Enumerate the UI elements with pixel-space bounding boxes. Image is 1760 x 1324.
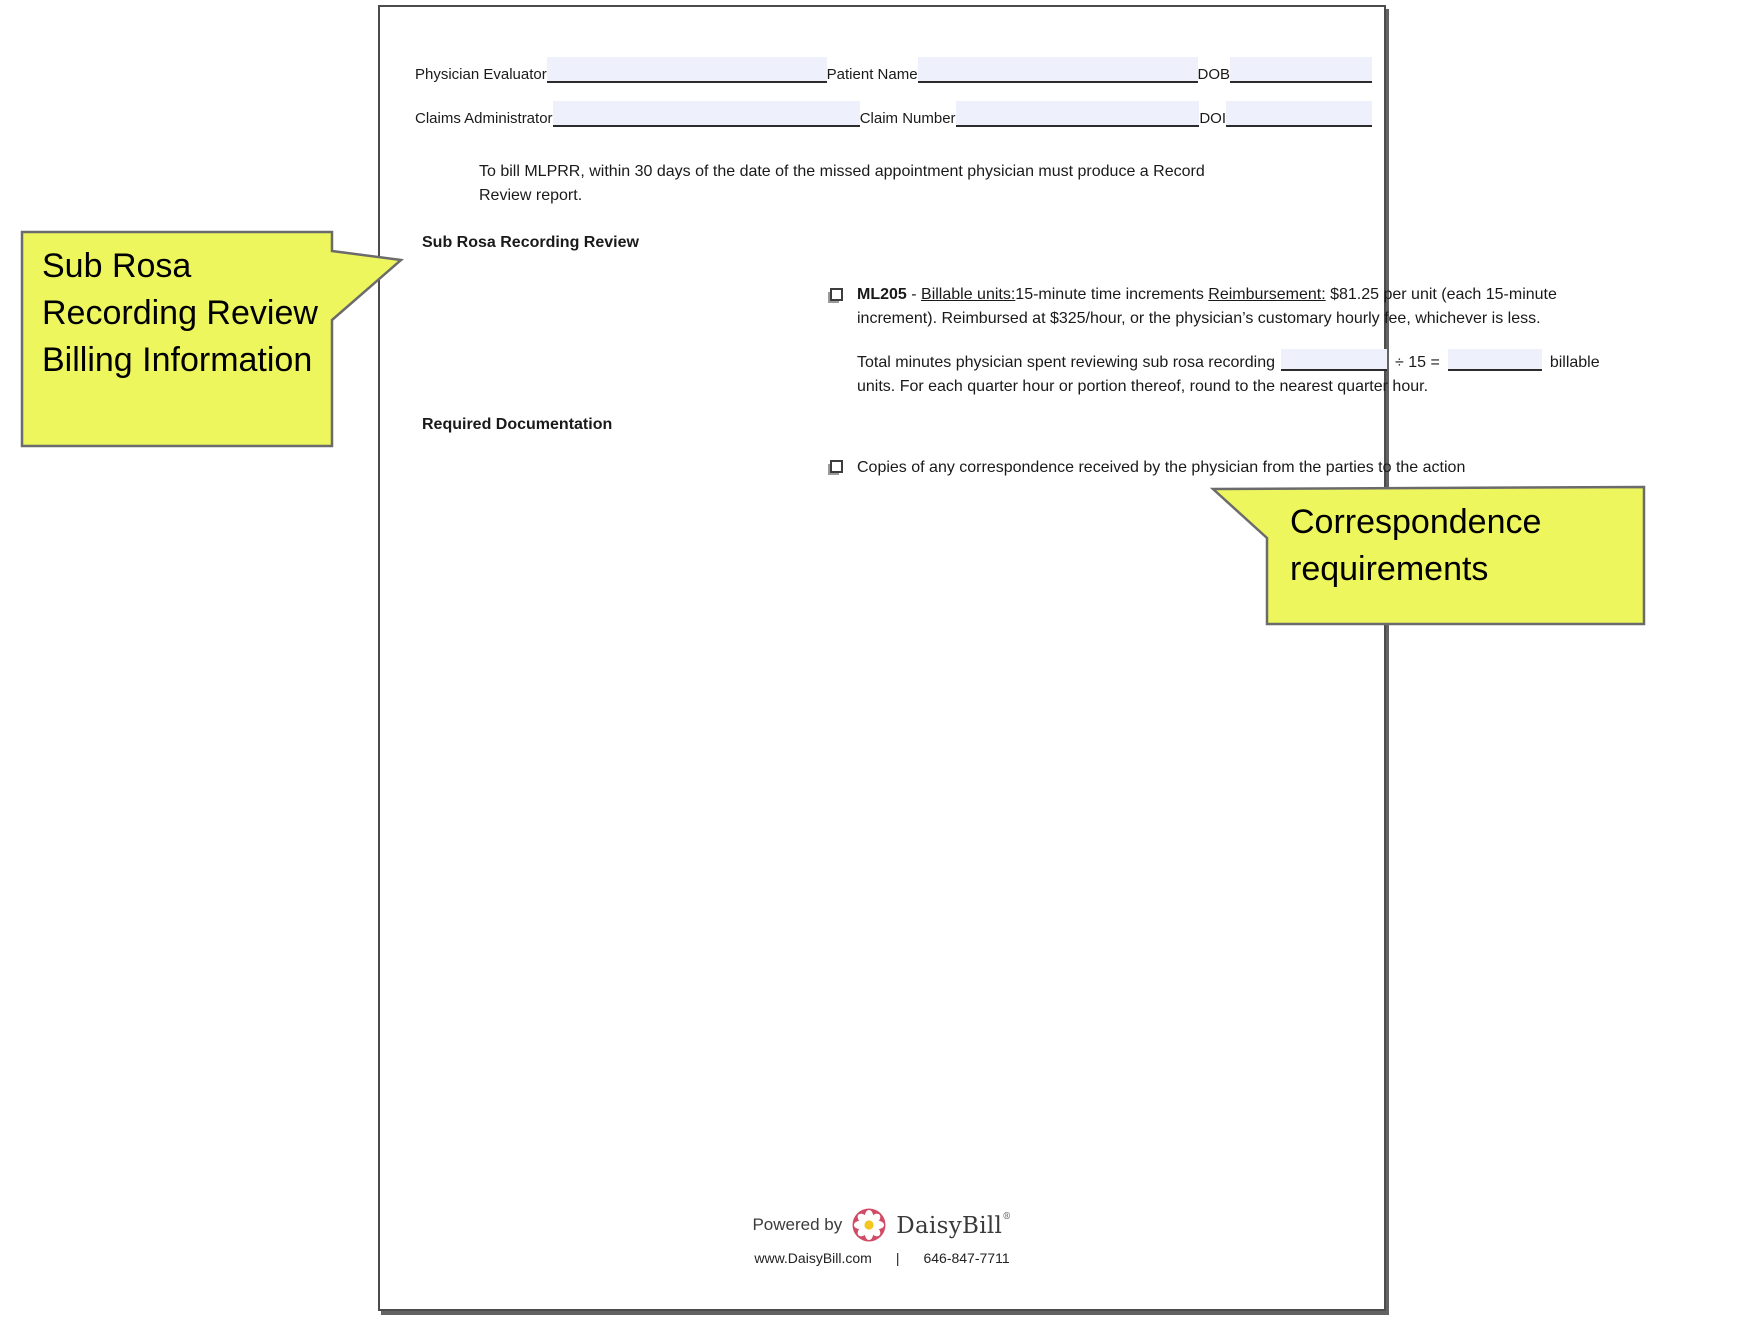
- ml205-line-2: increment). Reimbursed at $325/hour, or the physician’s customary hourly fee, whichever is less.: [857, 310, 1541, 327]
- footer-phone: 646-847-7711: [923, 1250, 1010, 1266]
- reimbursement-label: Reimbursement:: [1208, 286, 1326, 303]
- billable-units-label: Billable units:: [921, 286, 1016, 303]
- footer-website-link[interactable]: www.DaisyBill.com: [754, 1250, 872, 1266]
- patient-name-label: Patient Name: [826, 66, 918, 83]
- correspondence-callout-text: Correspondence requirements: [1290, 503, 1542, 588]
- ml205-line-1: ML205 - Billable units:15-minute time increments Reimbursement: $81.25 per unit (each 15-minute: [857, 286, 1557, 303]
- total-minutes-paragraph: [857, 349, 1600, 399]
- dob-label: DOB: [1197, 66, 1231, 83]
- correspondence-item: Copies of any correspondence received by the physician from the parties to the action: [857, 459, 1466, 476]
- powered-by-label: Powered by: [752, 1215, 843, 1234]
- doi-field[interactable]: [1226, 101, 1372, 127]
- total-minutes-line-1: Total minutes physician spent reviewing sub rosa recording ÷ 15 = billable: [857, 349, 1600, 375]
- form-row-2: [415, 99, 1372, 127]
- physician-evaluator-field[interactable]: [547, 57, 827, 83]
- form-row-1: [415, 55, 1372, 83]
- footer-brand-line: [380, 1207, 1384, 1243]
- total-minutes-line-2: units. For each quarter hour or portion thereof, round to the nearest quarter hour.: [857, 378, 1429, 395]
- physician-evaluator-label: Physician Evaluator: [415, 66, 547, 83]
- sub-rosa-callout-text: Sub Rosa Recording Review Billing Information: [42, 247, 318, 379]
- claims-administrator-label: Claims Administrator: [415, 110, 553, 127]
- footer-contact-line: [380, 1250, 1384, 1266]
- footer-divider: |: [895, 1250, 900, 1266]
- daisybill-logo-icon: [851, 1207, 887, 1243]
- dob-field[interactable]: [1230, 57, 1372, 83]
- correspondence-checkbox[interactable]: [830, 460, 843, 473]
- registered-mark: ®: [1002, 1211, 1012, 1222]
- doi-label: DOI: [1199, 110, 1226, 127]
- ml205-paragraph: [857, 283, 1557, 331]
- daisybill-wordmark: DaisyBill®: [896, 1211, 1012, 1239]
- intro-line-2: Review report.: [479, 187, 583, 204]
- sub-rosa-heading: Sub Rosa Recording Review: [422, 234, 639, 251]
- ml205-checkbox[interactable]: [830, 288, 843, 301]
- ml205-code: ML205: [857, 286, 907, 303]
- claim-number-label: Claim Number: [859, 110, 956, 127]
- total-minutes-blank-field[interactable]: [1281, 349, 1387, 371]
- claim-number-field[interactable]: [956, 101, 1200, 127]
- billable-units-blank-field[interactable]: [1448, 349, 1542, 371]
- intro-paragraph: [479, 160, 1205, 208]
- claims-administrator-field[interactable]: [553, 101, 860, 127]
- intro-line-1: To bill MLPRR, within 30 days of the date of the missed appointment physician must produce a Record: [479, 163, 1205, 180]
- patient-name-field[interactable]: [918, 57, 1198, 83]
- required-documentation-heading: Required Documentation: [422, 416, 613, 433]
